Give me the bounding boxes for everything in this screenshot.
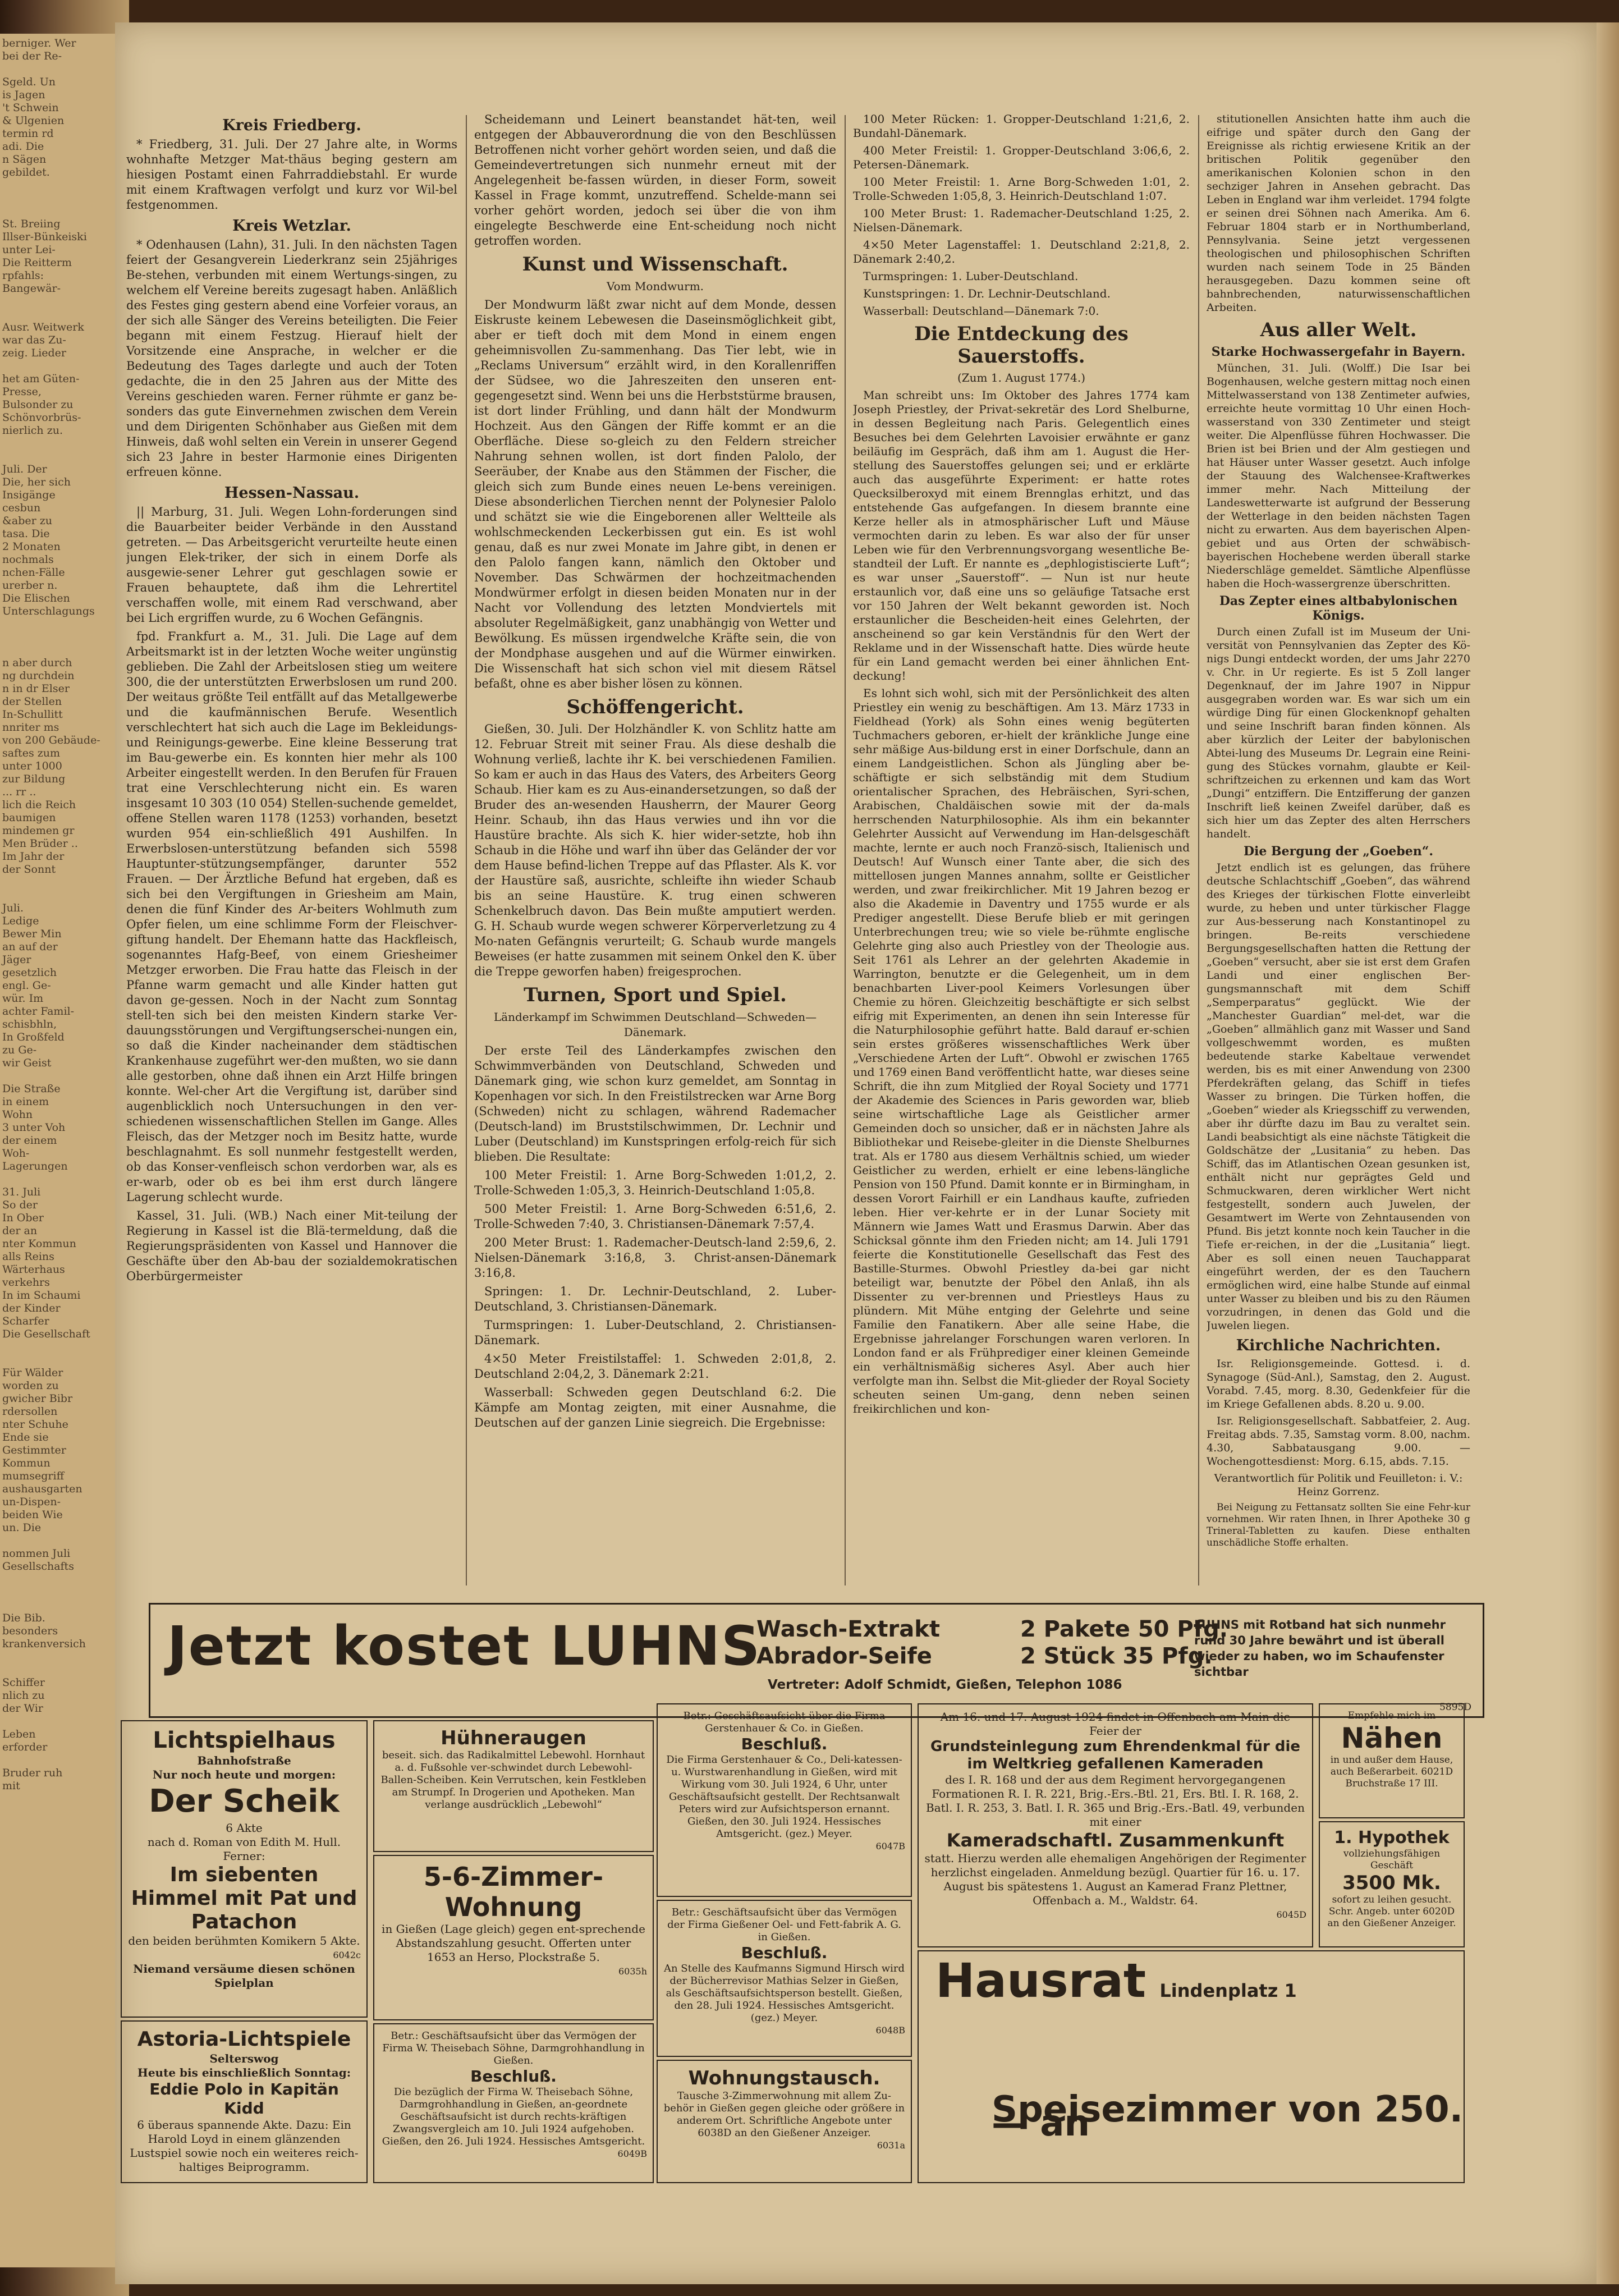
notice-paragraph: Isr. Religionsgemeinde. Gottesd. i. d. Synagoge (Süd-Anl.), Samstag, den 2. August. Vorabd. 7.45, morg. 8.30, Gedenkfeier für die im Kriege Gefallenen abds. 8.20 u. 9.00. <box>1207 1358 1470 1410</box>
article-paragraph: München, 31. Juli. (Wolff.) Die Isar bei Bogenhausen, welche gestern mittag noch einen Mittelwasserstand von 138 Zentimeter aufwies, erreichte heute vormittag 10 Uhr einen Hoch-wasserstand von 330 Zentimeter und steigt weiter. Die Alpenflüsse führen Hochwasser. Die Brien ist bei Brien und der Alm gestiegen und hat Häuser unter Wasser gesetzt. Auch infolge der Stauung des Walchensee-Kraftwerkes immer mehr. Nach Mitteilung der Landeswetterwarte ist aufgrund der Besserung der Wetterlage in den beiden nächsten Tagen nicht zu erwarten. Aus dem bayerischen Alpen-gebiet und aus Orten der schwäbisch-bayerischen Hochebene werden überall starke Niederschläge gemeldet. Sämtliche Alpenflüsse haben die Hoch-wassergrenze überschritten. <box>1207 362 1470 590</box>
ad-offer: Speisezimmer von 250.— an <box>992 2089 1463 2144</box>
ad-title: Hühneraugen <box>441 1727 586 1749</box>
film-ferner: Ferner: <box>223 1849 265 1863</box>
ad-body-2: sofort zu leihen gesucht. Schr. Angeb. unter 6020D an den Gießener Anzeiger. <box>1327 1894 1456 1929</box>
notice-subject: Betr.: Geschäftsaufsicht über die Firma Gerstenhauer & Co. in Gießen. <box>683 1710 886 1734</box>
section-heading: Aus aller Welt. <box>1260 319 1417 341</box>
article-paragraph: Jetzt endlich ist es gelungen, das frühere deutsche Schlachtschiff „Goeben“, das während des Krieges der türkischen Flotte einverleibt wurde, zu heben und unter türkischer Flagge zur Aus-besserung nach Konstantinopel zu bringen. Be-reits verschiedene Bergungsgesellschaften hatten die Rettung der „Goeben“ versucht, aber sie ist erst dem Grafen Landi und einer englischen Ber-gungsmannschaft mit dem Schiff „Semperparatus“ geglückt. Wie der „Manchester Guardian“ mel-det, war die „Goeben“ allmählich ganz mit Wasser und Sand vollgeschwemmt worden, es mußten bedeutende starke Kabeltaue verwendet werden, bis es mit einer Anwendung von 2300 Pferdekräften gelang, das Schiff in tiefes Wasser zu bringen. Die Türken hoffen, die „Goeben“ wieder als Kriegsschiff zu verwenden, aber ihr dürfte dazu im Bau zu veraltet sein. Landi beabsichtigt als eine nächste Tätigkeit die Goldschätze der „Lusitania“ zu heben. Das Schiff, das im Atlantischen Ozean gesunken ist, enthält nicht nur geprägtes Geld und Schmuckwaren, deren wirklicher Wert nicht festgestellt, sondern auch Juwelen, der Gesamtwert im Werte von Zehntausenden von Pfund. Bis jetzt konnte noch kein Taucher in die Tiefe er-reichen, in der die „Lusitania“ liegt. Aber es soll einen neuen Tauchapparat eingeführt werden, der es den Tauchern ermöglichen wird, eine halbe Stunde auf einmal unter Wasser zu bleiben und bis zu den Räumen vorzudringen, in denen das Gold und die Juwelen liegen. <box>1207 861 1470 1332</box>
price-abrador: 2 Stück 35 Pfg. <box>1020 1643 1213 1669</box>
lichtspielhaus-ad <box>121 1720 368 2018</box>
column-2 <box>474 112 836 1594</box>
ad-title: Hausrat <box>935 1953 1146 2008</box>
article-paragraph: Durch einen Zufall ist im Museum der Uni-versität von Pennsylvanien das Zepter des Kö-nigs Dungi entdeckt worden, der ums Jahr 2270 v. Chr. in Ur regierte. Es ist 5 Zoll langer Degenknauf, der im Jahre 1907 in Nippur ausgegraben worden war. Es war sich um ein würdige Ding für einen Glockenknopf gehalten und seine Inschrift baran finden können. Als aber kürzlich der Leiter der babylonischen Abtei-lung des Museums Dr. Legrain eine Reini-gung des Stückes vornahm, glaubte er Keil-schriftzeichen zu erkennen und kam das Wort „Dungi“ entziffern. Die Entzifferung der ganzen Inschrift ließ keinen Zweifel darüber, daß es sich hier um das Zepter des alten Herrschers handelt. <box>1207 626 1470 840</box>
huehneraugen-ad <box>373 1720 654 1852</box>
ad-title: Nähen <box>1341 1722 1443 1754</box>
wohnungstausch-ad <box>657 2060 912 2183</box>
result-line: Turmspringen: 1. Luber-Deutschland, 2. Christiansen-Dänemark. <box>474 1318 836 1347</box>
notice-body: An Stelle des Kaufmanns Sigmund Hirsch wird der Bücherrevisor Mathias Selzer in Gießen, als Geschäftsaufsichtsperson bestellt. Gießen, den 28. Juli 1924. Hessisches Amtsgericht. (gez.) Meyer. <box>663 1963 905 2024</box>
product-wasch: Wasch-Extrakt <box>756 1616 940 1642</box>
article-subheading: Die Bergung der „Goeben“. <box>1243 844 1434 859</box>
article-paragraph: * Friedberg, 31. Juli. Der 27 Jahre alte, in Worms wohnhafte Metzger Mat-thäus beging gestern am hiesigen Postamt einen Fahrraddiebstahl. Er wurde mit einem Kraftwagen verfolgt und kurz vor Wil-bel festgenommen. <box>126 138 457 212</box>
notice-paragraph: Isr. Religionsgesellschaft. Sabbatfeier, 2. Aug. Freitag abds. 7.35, Samstag vorm. 8.00, nachm. 4.30, Sabbatausgang 9.00. — Wochengottesdienst: Morg. 6.15, abds. 7.15. <box>1207 1415 1470 1468</box>
cinema-showtime: Nur noch heute und morgen: <box>152 1768 336 1781</box>
left-page-text: berniger. Wer bei der Re- Sgeld. Un is Jagen 't Schwein & Ulgenien termin rd adi. Die n Sägen gebildet. St. Breiing Illser-Bünkeiski unter Lei- Die Reitterm rpfahls: Bangewär- Ausr. Weitwerk war das Zu- zeig. Lieder het am Güten- Presse, Bulsonder zu Schönvorbrüs- nierlich zu. Juli. Der Die, her sich Insigänge cesbun &aber zu tasa. Die 2 Monaten nochmals nchen-Fälle urerber n. Die Elischen Unterschlagungs n aber durch ng durchdein n in dr Elser der Stellen In-Schullitt nnriter ms von 200 Gebäude- saftes zum unter 1000 zur Bildung ... rr .. lich die Reich baumigen mindemen gr Men Brüder .. Im Jahr der der Sonnt Juli. Ledige Bewer Min an auf der Jäger gesetzlich engl. Ge- wür. Im achter Famil- schisbhln, In Großfeld zu Ge- wir Geist Die Straße in einem Wohn 3 unter Voh der einem Woh- Lagerungen 31. Juli So der In Ober der an nter Kommun alls Reins Wärterhaus verkehrs In im Schaumi der Kinder Scharfer Die Gesellschaft Für Wälder worden zu gwicher Bibr rdersollen nter Schuhe Ende sie Gestimmter Kommun mumsegriff aushausgarten un-Dispen- beiden Wie un. Die nommen Juli Gesellschafts Die Bib. besonders krankenversich Schiffer nlich zu der Wir Leben erforder Bruder ruh mit <box>2 37 100 1792</box>
notice-body: Die Firma Gerstenhauer & Co., Deli-katessen- u. Wurstwarenhandlung in Gießen, wird mit Wirkung vom 30. Juli 1924, 6 Uhr, unter Geschäftsaufsicht gestellt. Der Rechtsanwalt Peters wird zur Aufsichtsperson ernannt. Gießen, den 30. Juli 1924. Hessisches Amtsgericht. (gez.) Meyer. <box>666 1754 902 1840</box>
film-note: den beiden berühmten Komikern 5 Akte. <box>128 1934 360 1947</box>
notice-subject: Betr.: Geschäftsaufsicht über das Vermögen der Firma W. Theisebach Söhne, Darmgrohhandlung in Gießen. <box>382 2030 645 2066</box>
film-title: Der Scheik <box>149 1783 340 1820</box>
ad-body: beseit. sich. das Radikalmittel Lebewohl. Hornhaut a. d. Fußsohle ver-schwindet durch Lebewohl-Ballen-Scheiben. Kein Verrutschen, kein Festkleben am Strumpf. In Drogerien und Apotheken. Man verlange ausdrücklich „Lebewohl“ <box>380 1749 646 1811</box>
result-line: Springen: 1. Dr. Lechnir-Deutschland, 2. Luber-Deutschland, 3. Christiansen-Dänemark. <box>474 1285 836 1313</box>
left-page-fragment <box>0 34 115 2267</box>
result-line: 4×50 Meter Freistilstaffel: 1. Schweden 2:01,8, 2. Deutschland 2:04,2, 3. Dänemark 2:21. <box>474 1352 836 1381</box>
article-paragraph: Man schreibt uns: Im Oktober des Jahres 1774 kam Joseph Priestley, der Privat-sekretär des Lord Shelburne, in dessen Begleitung nach Paris. Gelegentlich eines Besuches bei dem Gelehrten Lavoisier erwähnte er ganz beiläufig im Gespräch, daß ihm am 1. August die Her-stellung des Sauerstoffes gelungen sei; und er erklärte auch das ausgeführte Experiment: er hatte rotes Quecksilberoxyd mit einem Brennglas erhitzt, und das entstehende Gas aufgefangen. In diesem brannte eine Kerze heller als in atmosphärischer Luft und Mäuse vermochten darin zu leben. Es war also der für unser Leben wie für den Verbrennungsvorgang wesentliche Be-standteil der Luft. Er nannte es „dephlogistiscierte Luft“; es war unser „Sauerstoff“. — Nun ist nur heute erstaunlich vor, daß eine uns so geläufige Tatsache erst vor 150 Jahren der Welt bekannt geworden ist. Noch erstaunlicher die Bescheiden-heit eines Gelehrten, der anscheinend so gar kein Verständnis für den Wert der Reklame und in der Wissenschaft hatte. Dies würde heute für ein Land gemacht werden bei einer ähnlichen Ent-deckung! <box>853 388 1190 682</box>
section-heading: Schöffengericht. <box>566 696 744 718</box>
cinema-title: Astoria-Lichtspiele <box>137 2028 351 2051</box>
column-rule <box>1198 115 1199 1585</box>
legal-notice-theisebach <box>373 2023 654 2183</box>
page-edge <box>1597 22 1619 2284</box>
ad-code: 6031a <box>877 2140 905 2151</box>
result-line: 100 Meter Brust: 1. Rademacher-Deutschland 1:25, 2. Nielsen-Dänemark. <box>853 207 1190 234</box>
article-subheading: Länderkampf im Schwimmen Deutschland—Schweden—Dänemark. <box>493 1010 817 1039</box>
ad-title: Wohnungstausch. <box>688 2067 880 2089</box>
article-subheading: (Zum 1. August 1774.) <box>957 371 1086 384</box>
ad-address: Lindenplatz 1 <box>1159 1980 1297 2001</box>
article-subheading: Das Zepter eines altbabylonischen Königs. <box>1219 594 1458 623</box>
product-abrador: Abrador-Seife <box>756 1643 932 1669</box>
notice-body: Die bezüglich der Firma W. Theisebach Söhne, Darmgrohhandlung in Gießen, an-geordnete Geschäftsaufsicht ist durch rechts-kräftigen Zwangsvergleich am 10. Juli 1924 aufgehoben. Gießen, den 26. Juli 1924. Hessisches Amtsgericht. <box>382 2086 645 2147</box>
banner-headline: Jetzt kostet LUHNS <box>167 1615 762 1678</box>
ad-body: in und außer dem Hause, auch Beßerarbeit. 6021D Bruchstraße 17 III. <box>1330 1754 1453 1789</box>
notice-heading: Beschluß. <box>470 2067 557 2086</box>
result-line: Kunstspringen: 1. Dr. Lechnir-Deutschland. <box>863 287 1111 300</box>
ad-body: vollziehungsfähigen Geschäft <box>1343 1848 1441 1871</box>
article-paragraph: || Marburg, 31. Juli. Wegen Lohn-forderungen sind die Bauarbeiter beider Verbände in den Ausstand getreten. — Das Arbeitsgericht verurteilte heute einen jungen Elek-triker, der sich in einem Dorfe als ausgewie-sener Lehrer gut geschlagen sowie er Frauen behauptete, daß ihm die Lehrertitel verschaffen wolle, mit einem Rad verschwand, aber bei Lich ergriffen wurde, zu 6 Wochen Gefängnis. <box>126 505 457 625</box>
cinema-address: Selterswog <box>209 2052 279 2065</box>
ad-code: 6048B <box>875 2025 905 2036</box>
article-paragraph: Der Mondwurm läßt zwar nicht auf dem Monde, dessen Eiskruste keinem Lebewesen die Daseinsmöglichkeit gibt, aber er tieft doch mit dem Mond in einem engen geheimnisvollen Zu-sammenhang. Das Tier lebt, wie in „Reclams Universum“ erzählt wird, in den Korallenriffen der Südsee, wo die Jahreszeiten den unseren ent-gegengesetzt sind. Wenn bei uns die Herbststürme brausen, ist dort linder Frühling, und dann hält der Mondwurm Hochzeit. Aus den Gängen der Riffe kommt er an die Oberfläche. Diese so-gleich zu den Feldern streicher Nahrung sehnen wollen, ist dort finden Palolo, der Seeräuber, der Knabe aus den Stämmen der Fischer, die gleich sich zum Bunde eines neuen Le-bens vereinigen. Diese absonderlichen Tierchen nennt der Polynesier Palolo und schätzt sie wie die Eingeborenen aller Weltteile als wohlschmeckenden Leckerbissen gut ein. Es ist wohl genau, daß es nur zwei Monate im Jahre gibt, in denen er den Palolo fangen kann, nämlich den Oktober und November. Das Schwärmen der hochzeitmachenden Mondwürmer erfolgt in diesen beiden Monaten nur in der Nacht vor Vollendung des letzten Mondviertels mit absoluter Regelmäßigkeit, ganz unabhängig von Wetter und Bewölkung. Es müssen irgendwelche Kräfte sein, die von der Mondphase ausgehen und auf die Würmer einwirken. Die Wissenschaft hat sich schon viel mit diesem Rätsel befaßt, ohne es aber bisher lösen zu können. <box>474 298 836 690</box>
ad-headline-2: Kameradschaftl. Zusammenkunft <box>946 1830 1285 1851</box>
article-paragraph: Kassel, 31. Juli. (WB.) Nach einer Mit-teilung der Regierung in Kassel ist die Blä-termeldung, daß die Regierungspräsidenten von Kassel und Hannover die Geschäfte über den Ab-bau der sozialdemokratischen Oberbürgermeister <box>126 1209 457 1283</box>
section-heading: Kirchliche Nachrichten. <box>1236 1337 1441 1354</box>
film-title-2: Im siebenten Himmel mit Pat und Patachon <box>131 1863 357 1933</box>
column-1 <box>126 112 457 1594</box>
price-wasch: 2 Pakete 50 Pfg. <box>1020 1616 1228 1642</box>
article-subheading: Starke Hochwassergefahr in Bayern. <box>1211 345 1466 359</box>
column-rule <box>466 115 467 1585</box>
notice-heading: Beschluß. <box>741 1944 828 1962</box>
article-paragraph: * Odenhausen (Lahn), 31. Juli. In den nächsten Tagen feiert der Gesangverein Liederkranz sein 25jähriges Be-stehen, verbunden mit einem Wertungs-singen, zu welchem elf Vereine bereits zugesagt haben. Anläßlich des Festes ging gestern abend eine Vorfeier voraus, an der sich alle Sänger des Vereins beteiligten. Die Feier begann mit einem Festzug. Hierauf hielt der Vorsitzende eine Ansprache, in welcher er die Bedeutung des Tages darlegte und auch der Toten gedachte, die in den 25 Jahren aus der Mitte des Vereins geschieden waren. Ferner rühmte er ganz be-sonders das gute Einvernehmen zwischen dem Verein und dem Dirigenten Schönhaber aus Gießen mit dem Hinweis, daß wohl selten ein Verein in unserer Gegend sich 23 Jahre in bester Harmonie eines Dirigenten erfreuen könne. <box>126 238 457 479</box>
section-heading: Hessen-Nassau. <box>224 484 360 502</box>
result-line: 100 Meter Freistil: 1. Arne Borg-Schweden 1:01, 2. Trolle-Schweden 1:05,8, 3. Heinrich-Deutschland 1:07. <box>853 175 1190 203</box>
ad-body: Tausche 3-Zimmerwohnung mit allem Zu-behör in Gießen gegen gleiche oder größere in anderem Ort. Schriftliche Angebote unter 6038D an den Gießener Anzeiger. <box>663 2090 905 2139</box>
ad-title: 5-6-Zimmer-Wohnung <box>423 1862 604 1922</box>
astoria-ad <box>121 2020 368 2183</box>
banner-representative: Vertreter: Adolf Schmidt, Gießen, Telephon 1086 <box>768 1678 1122 1692</box>
ad-body: des I. R. 168 und der aus dem Regiment hervorgegangenen Formationen R. I. R. 221, Brig.-Ers.-Btl. 21, Ers. Btl. I. R. 168, 2. Batl. I. R. 253, 3. Batl. I. R. 365 und Brig.-Ers.-Batl. 49, verbunden mit einer <box>926 1773 1305 1828</box>
article-paragraph: Wasserball: Schweden gegen Deutschland 6:2. Die Kämpfe am Montag zeigten, mit einer Ausnahme, die Deutschen auf der ganzen Linie siegreich. Die Ergebnisse: <box>474 1386 836 1429</box>
banner-note: LUHNS mit Rotband hat sich nunmehr rund 30 Jahre bewährt und ist überall wieder zu haben, wo im Schaufenster sichtbar <box>1194 1618 1446 1679</box>
section-heading: Kreis Friedberg. <box>222 117 361 134</box>
section-heading: Kunst und Wissenschaft. <box>522 253 788 276</box>
ad-code: 6045D <box>1276 1909 1306 1920</box>
small-ad: Bei Neigung zu Fettansatz sollten Sie eine Fehr-kur vornehmen. Wir raten Ihnen, in Ihrer Apotheke 30 g Trineral-Tabletten zu kaufen. Diese enthalten unschädliche Stoffe erhalten. <box>1207 1502 1470 1548</box>
ad-body-2: statt. Hierzu werden alle ehemaligen Angehörigen der Regimenter herzlichst eingeladen. Anmeldung bezügl. Quartier für 16. u. 17. August bis spätestens 1. August an Kamerad Franz Plettner, Offenbach a. M., Waldstr. 64. <box>924 1852 1306 1907</box>
section-heading: Kreis Wetzlar. <box>232 217 351 235</box>
legal-notice-oelfabrik <box>657 1900 912 2057</box>
cinema-address: Bahnhofstraße <box>197 1754 291 1767</box>
film-acts: 6 Akte <box>226 1821 263 1835</box>
ad-intro: Am 16. und 17. August 1924 findet in Offenbach am Main die Feier der <box>940 1710 1291 1738</box>
article-subheading: Vom Mondwurm. <box>606 279 704 293</box>
ad-code: 6049B <box>617 2148 647 2159</box>
result-line: 4×50 Meter Lagenstaffel: 1. Deutschland 2:21,8, 2. Dänemark 2:40,2. <box>853 238 1190 265</box>
hypothek-ad <box>1319 1821 1465 1947</box>
column-4 <box>1207 112 1470 1594</box>
section-heading: Turnen, Sport und Spiel. <box>524 984 787 1006</box>
film-source: nach d. Roman von Edith M. Hull. <box>147 1835 341 1849</box>
article-paragraph: Der erste Teil des Länderkampfes zwischen den Schwimmverbänden von Deutschland, Schweden und Dänemark ging, wie schon kurz gemeldet, am Sonntag in Kopenhagen vor sich. In den Freistilstrecken war Arne Borg (Schweden) nicht zu schlagen, während Rademacher (Deutsch-land) im Bruststilschwimmen, Dr. Lechnir und Luber (Deutschland) im Kunstspringen erfolg-reich für sich blieben. Die Resultate: <box>474 1044 836 1163</box>
offenbach-ehrenmal-ad <box>918 1703 1313 1947</box>
article-paragraph: Gießen, 30. Juli. Der Holzhändler K. von Schlitz hatte am 12. Februar Streit mit seiner Frau. Als diese deshalb die Wohnung verließ, lachte ihr K. bei verschiedenen Familien. So kam er auch in das Haus des Vaters, des Arbeiters Georg Schaub. Hier kam es zu Aus-einandersetzungen, so daß der Bruder des an-wesenden Hausherrn, der Maurer Georg Heinr. Schaub, ihn das Haus verwies und ihn vor die Haustüre brachte. Als sich K. hier wider-setzte, hob ihn Schaub in die Höhe und warf ihn über das Geländer der vor dem Hause befind-lichen Treppe auf das Pflaster. Als K. vor der Haustüre saß, ausrichte, schleifte ihn wieder Schaub bis an seine Haustüre. K. trug einen schweren Schenkelbruch davon. Das Bein mußte amputiert werden. G. H. Schaub wurde wegen schwerer Körperverletzung zu 4 Mo-naten Gefängnis verurteilt; G. Schaub wurde mangels Beweises (er hatte zusammen mit seinem Onkel den K. über die Treppe geworfen haben) freigesprochen. <box>474 722 836 978</box>
result-line: Turmspringen: 1. Luber-Deutschland. <box>863 269 1079 283</box>
result-line: 100 Meter Freistil: 1. Arne Borg-Schweden 1:01,2, 2. Trolle-Schweden 1:05,3, 3. Heinrich-Deutschland 1:05,8. <box>474 1168 836 1197</box>
hausrat-ad <box>918 1950 1465 2183</box>
result-line: 400 Meter Freistil: 1. Gropper-Deutschland 3:06,6, 2. Petersen-Dänemark. <box>853 144 1190 171</box>
wohnung-ad <box>373 1855 654 2020</box>
film-title: Eddie Polo in Kapitän Kidd <box>149 2080 339 2118</box>
notice-subject: Betr.: Geschäftsaufsicht über das Vermögen der Firma Gießener Oel- und Fett-fabrik A. G. in Gießen. <box>667 1907 901 1943</box>
article-paragraph: Scheidemann und Leinert beanstandet hät-ten, weil entgegen der Abbauverordnung die von den Beschlüssen Betroffenen nicht vorher gehört worden seien, und daß die Gemeindevertretungen sich nunmehr erneut mit der Angelegenheit be-fassen würden, in dieser Form, soweit Kassel in Frage kommt, unzutreffend. Schelde-mann sei vorher gehört worden, jedoch sei über die von ihm eingelegte Beschwerde eine Ent-scheidung noch nicht getroffen worden. <box>474 113 836 248</box>
ad-code: 6047B <box>875 1841 905 1852</box>
naehen-ad <box>1319 1703 1465 1818</box>
ad-code: 6042c <box>333 1950 361 1960</box>
result-line: Wasserball: Deutschland—Dänemark 7:0. <box>863 304 1099 318</box>
result-line: 500 Meter Freistil: 1. Arne Borg-Schweden 6:51,6, 2. Trolle-Schweden 7:40, 3. Christiansen-Dänemark 7:57,4. <box>474 1202 836 1231</box>
editor-credit: Verantwortlich für Politik und Feuilleton: i. V.: Heinz Gorrenz. <box>1214 1472 1463 1498</box>
result-line: 200 Meter Brust: 1. Rademacher-Deutsch-land 2:59,6, 2. Nielsen-Dänemark 3:16,8, 3. Christ-ansen-Dänemark 3:16,8. <box>474 1236 836 1280</box>
article-paragraph: stitutionellen Ansichten hatte ihm auch die eifrige und später durch den Gang der Ereignisse als richtig erwiesene Kritik an der britischen Politik gegenüber den amerikanischen Kolonien schon in den sechziger Jahren in Ansehen gebracht. Das Leben in England war ihm verleidet. 1794 folgte er seinen drei Söhnen nach Amerika. Am 6. Februar 1804 starb er in Northumberland, Pennsylvania. Seine jetzt vergessenen theologischen und philosophischen Schriften wurden nach seinem Tode in 25 Bänden herausgegeben. Dazu kommen seine oft bahnbrechenden, naturwissenschaftlichen Arbeiten. <box>1207 113 1470 314</box>
cinema-slogan: Niemand versäume diesen schönen Spielplan <box>133 1962 355 1990</box>
column-rule <box>845 115 846 1585</box>
luhns-banner-ad <box>149 1603 1484 1718</box>
section-heading: Die Entdeckung des Sauerstoffs. <box>914 323 1129 368</box>
ad-intro: Empfehle mich im <box>1347 1710 1436 1721</box>
notice-heading: Beschluß. <box>741 1735 828 1753</box>
ad-title: 1. Hypothek <box>1334 1828 1450 1848</box>
result-line: 100 Meter Rücken: 1. Gropper-Deutschland 1:21,6, 2. Bundahl-Dänemark. <box>853 112 1190 140</box>
cinema-showtime: Heute bis einschließlich Sonntag: <box>137 2066 351 2079</box>
legal-notice-gerstenhauer <box>657 1703 912 1897</box>
cinema-title: Lichtspielhaus <box>153 1727 336 1753</box>
ad-body: in Gießen (Lage gleich) gegen ent-sprechende Abstandszahlung gesucht. Offerten unter 1653 an Herso, Plockstraße 5. <box>382 1922 645 1964</box>
ad-code: 6035h <box>618 1966 647 1977</box>
banner-products <box>756 1616 940 1670</box>
ad-code: 5895D <box>1439 1702 1471 1713</box>
article-paragraph: fpd. Frankfurt a. M., 31. Juli. Die Lage auf dem Arbeitsmarkt ist in der letzten Woche weiter ungünstig geblieben. Die Zahl der Arbeitslosen stieg um weitere 300, die der unterstützten Erwerbslosen um rund 200. Der weitaus größte Teil entfällt auf das Metallgewerbe und die kaufmännischen Berufe. Wesentlich verschlechtert hat sich auch die Lage im Bekleidungs- und Reinigungs-gewerbe. Eine kleine Besserung trat im Bau-gewerbe ein. Es konnten hier mehr als 100 Arbeiter eingestellt werden. In den Berufen für Frauen trat eine Verschlechterung nicht ein. Es waren insgesamt 10 303 (10 054) Stellen-suchende gemeldet, offene Stellen waren 1178 (1253) vorhanden, besetzt wurden 954 ein-schließlich 491 Aushilfen. In Erwerbslosen-unterstützung befanden sich 5598 Hauptunter-stützungsempfänger, darunter 552 Frauen. — Der Ärztliche Befund hat ergeben, daß es sich bei den Vergiftungen in Griesheim am Main, denen die fünf Kinder des Ar-beiters Wohlmuth zum Opfer fielen, um eine schlimme Form der Fleischver-giftung handelt. Der Ehemann hatte das Hackfleisch, sogenanntes Hafg-Beef, von einem Griesheimer Metzger erworben. Die Frau hatte das Fleisch in der Pfanne warm gemacht und alle Kinder hatten gut davon ge-gessen. Noch in der Nacht zum Sonntag stell-ten sich bei den meisten Kindern starke Ver-dauungsstörungen und Vergiftungserschei-nungen ein, so daß die Kinder nacheinander dem städtischen Krankenhause zugeführt wer-den mußten, wo sie dann alle gestorben, ohne daß ihnen ein Arzt Hilfe bringen konnte. Wel-cher Art die Vergiftung ist, darüber sind augenblicklich noch Untersuchungen in den ver-schiedenen wissenschaftlichen Stellen im Gange. Alles Fleisch, das der Metzger noch im Besitz hatte, wurde beschlagnahmt. Es soll nunmehr festgestellt werden, ob das Konser-venfleisch schon verdorben war, als es er-warb, oder ob es bei ihm erst durch längere Lagerung schlecht wurde. <box>126 630 457 1204</box>
column-3 <box>853 112 1190 1594</box>
ad-amount: 3500 Mk. <box>1342 1872 1441 1894</box>
article-paragraph: Es lohnt sich wohl, sich mit der Persönlichkeit des alten Priestley ein wenig zu beschäftigen. Am 13. März 1733 in Fieldhead (York) als Sohn eines wenig begüterten Tuchmachers geboren, er-hielt der kränkliche Junge eine sehr mäßige Aus-bildung erst in einer Dorfschule, dann an einem Landgeistlichen. Schon als Jüngling aber be-schäftigte er sich selbständig mit dem Studium orientalischer Sprachen, des Hebräischen, Syri-schen, Arabischen, Chaldäischen sowie mit der da-mals herrschenden Naturphilosophie. Als ihm ein bekannter Gelehrter Aussicht auf Verwendung im Han-delsgeschäft machte, lernte er auch noch Franzö-sisch, Italienisch und Deutsch! Auf Wunsch einer Tante aber, die sich des mittellosen jungen Mannes annahm, sollte er Geistlicher werden, und zwar freikirchlicher. Mit 19 Jahren bezog er also die Akademie in Daventry und 1755 wurde er als Prediger angestellt. Diese Berufe blieb er mit geringen Unterbrechungen treu; wie so viele be-rühmte englische Gelehrte ging also auch Priestley von der Theologie aus. Seit 1761 als Lehrer an der gelehrten Akademie in Warrington, benutzte er die Gelegenheit, um in dem benachbarten Liver-pool Keimers Vorlesungen über Chemie zu hören. Gleichzeitig beschäftigte er sich selbst eifrig mit Experimenten, an denen ihn sein Interesse für die Naturphilosophie geführt hatte. Bald darauf er-schien sein erstes größeres wissenschaftliches Werk über „Verschiedene Arten der Luft“. Obwohl er zwischen 1765 und 1769 einen Band veröffentlicht hatte, war dieses seine Schrift, die ihn zum Mitglied der Royal Society und 1771 der Akademie des Sciences in Paris geworden war, blieb seine wirtschaftliche Lage als Geistlicher armer Gemeinden doch so unsicher, daß er in nächsten Jahre als Bibliothekar und Reisebe-gleiter in die Dienste Shelburnes trat. Als er 1780 aus diesem Verhältnis schied, um wieder Geistlicher zu werden, erhielt er eine lebens-längliche Pension von 150 Pfund. Damit konnte er in Birmingham, in dessen Vorort Fairhill er ein Landhaus kaufte, zufrieden leben. Hier ver-kehrte er in der Lunar Society mit Männern wie James Watt und Erasmus Darwin. Aber das Schicksal gönnte ihm den Frieden nicht; am 14. Juli 1791 feierte die Konstitutionelle Gesellschaft das Fest des Bastille-Sturmes. Obwohl Priestley da-bei gar nicht beteiligt war, benutzte der Pöbel den Anlaß, ihn als Dissenter zu ver-brennen und Priestleys Haus zu plündern. Mit Mühe entging der Gelehrte und seine Familie den Fanatikern. Aber alle seine Habe, die Ergebnisse jahrelanger Forschungen waren verloren. In London fand er als Frühprediger einer kleinen Gemeinde ein verhältnismäßig sicheres Asyl. Aber auch hier verfolgte man ihn. Selbst die Mit-glieder der Royal Society scheuten seinen Um-gang, denn neben seinen freikirchlichen und kon- <box>853 686 1190 1415</box>
ad-headline: Grundsteinlegung zum Ehrendenkmal für die im Weltkrieg gefallenen Kameraden <box>930 1738 1301 1772</box>
film-note: 6 überaus spannende Akte. Dazu: Ein Harold Loyd in einem glänzenden Lustspiel sowie noch ein weiteres reich-haltiges Beiprogramm. <box>130 2118 359 2174</box>
